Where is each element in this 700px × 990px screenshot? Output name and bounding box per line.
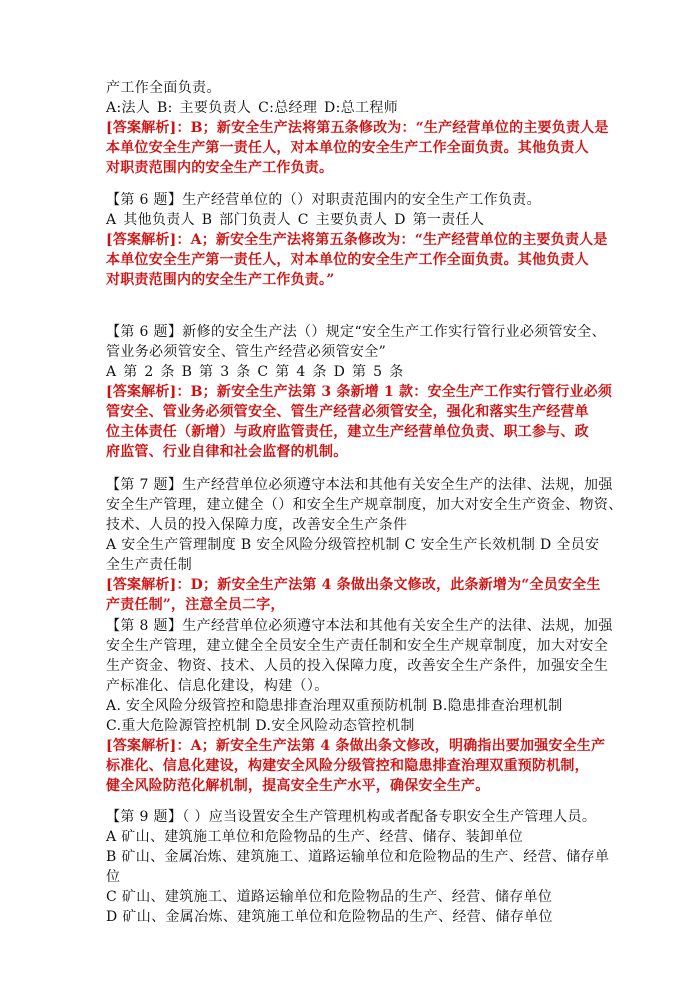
option-line: A 矿山、建筑施工单位和危险物品的生产、经营、储存、装卸单位	[106, 829, 524, 845]
answer-explanation-line: [答案解析]：D；新安全生产法第 4 条做出条文修改，此条新增为“全员安全生	[106, 577, 601, 593]
answer-explanation-line: 管安全、管业务必须管安全、管生产经营必须管安全，强化和落实生产经营单	[106, 404, 589, 420]
option-line: C.重大危险源管控机制 D.安全风险动态管控机制	[106, 718, 415, 734]
answer-explanation-line: [答案解析]：B；新安全生产法第 3 条新增 1 款：安全生产工作实行管行业必须	[106, 384, 613, 400]
answer-explanation-line: 标准化、信息化建设，构建安全风险分级管控和隐患排查治理双重预防机制，	[106, 758, 589, 774]
question-text-line: 技术、人员的投入保障力度，改善安全生产条件	[106, 517, 408, 533]
question-text-line: 【第 6 题】新修的安全生产法（）规定“安全生产工作实行管行业必须管安全、	[106, 324, 606, 340]
answer-explanation-line: 本单位安全生产第一责任人，对本单位的安全生产工作全面负责。其他负责人	[106, 140, 589, 156]
option-line: A. 安全风险分级管控和隐患排查治理双重预防机制 B.隐患排查治理机制	[106, 698, 563, 714]
option-line: A:法人 B: 主要负责人 C:总经理 D:总工程师	[106, 100, 399, 116]
question-text-line: 安全生产管理，建立健全（）和安全生产规章制度，加大对安全生产资金、物资、	[106, 497, 623, 513]
answer-explanation-line: [答案解析]：B；新安全生产法将第五条修改为：“生产经营单位的主要负责人是	[106, 120, 609, 136]
answer-explanation-line: 产责任制”，注意全员二字，	[106, 597, 285, 613]
answer-explanation-line: 位主体责任（新增）与政府监管责任，建立生产经营单位负责、职工参与、政	[106, 424, 589, 440]
option-line: B 矿山、金属冶炼、建筑施工、道路运输单位和危险物品的生产、经营、储存单	[106, 849, 610, 865]
question-text-line: 【第 9 题】（ ）应当设置安全生产管理机构或者配备专职安全生产管理人员。	[106, 809, 597, 825]
question-text-line: 管业务必须管安全、管生产经营必须管安全”	[106, 344, 387, 360]
answer-explanation-line: 对职责范围内的安全生产工作负责。	[106, 160, 334, 176]
question-text-line: 【第 6 题】生产经营单位的（）对职责范围内的安全生产工作负责。	[106, 192, 542, 208]
option-line: A 第 2 条 B 第 3 条 C 第 4 条 D 第 5 条	[106, 364, 404, 380]
answer-explanation-line: 健全风险防范化解机制，提高安全生产水平，确保安全生产。	[106, 778, 490, 794]
answer-explanation-line: 本单位安全生产第一责任人，对本单位的安全生产工作全面负责。其他负责人	[106, 252, 589, 268]
answer-explanation-line: 府监管、行业自律和社会监督的机制。	[106, 444, 348, 460]
option-line: A 安全生产管理制度 B 安全风险分级管控机制 C 安全生产长效机制 D 全员安	[106, 537, 600, 553]
option-line: C 矿山、建筑施工、道路运输单位和危险物品的生产、经营、储存单位	[106, 889, 553, 905]
option-line: 位	[106, 869, 121, 885]
question-text-line: 【第 8 题】生产经营单位必须遵守本法和其他有关安全生产的法律、法规，加强	[106, 618, 613, 634]
question-text-line: 产工作全面负责。	[106, 80, 221, 96]
option-line: D 矿山、金属冶炼、建筑施工单位和危险物品的生产、经营、储存单位	[106, 909, 553, 925]
question-text-line: 产标准化、信息化建设，构建（）。	[106, 678, 329, 694]
answer-explanation-line: [答案解析]：A；新安全生产法将第五条修改为：“生产经营单位的主要负责人是	[106, 232, 608, 248]
option-line: A 其他负责人 B 部门负责人 C 主要负责人 D 第一责任人	[106, 212, 485, 228]
question-text-line: 【第 7 题】生产经营单位必须遵守本法和其他有关安全生产的法律、法规，加强	[106, 477, 613, 493]
answer-explanation-line: [答案解析]：A；新安全生产法第 4 条做出条文修改，明确指出要加强安全生产	[106, 738, 606, 754]
option-line: 全生产责任制	[106, 557, 193, 573]
question-text-line: 生产资金、物资、技术、人员的投入保障力度，改善安全生产条件，加强安全生	[106, 658, 609, 674]
question-text-line: 安全生产管理，建立健全全员安全生产责任制和安全生产规章制度，加大对安全	[106, 638, 609, 654]
answer-explanation-line: 对职责范围内的安全生产工作负责。”	[106, 272, 335, 288]
